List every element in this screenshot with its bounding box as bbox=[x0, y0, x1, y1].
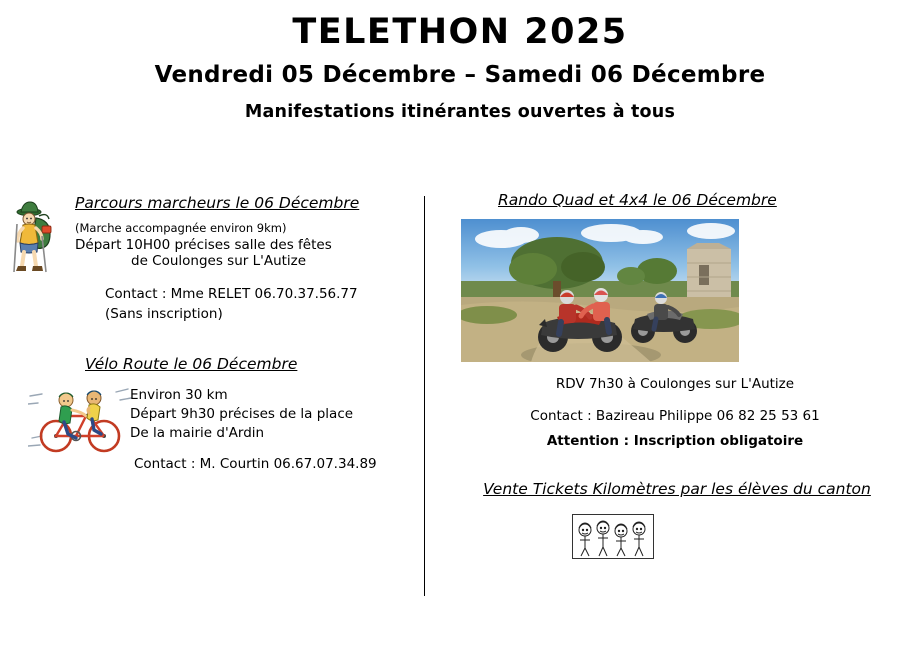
walkers-line2: Départ 10H00 précises salle des fêtes bbox=[75, 237, 332, 253]
walkers-details bbox=[75, 221, 405, 322]
bike-line1: Environ 30 km bbox=[130, 387, 228, 403]
quad-warning: Attention : Inscription obligatoire bbox=[546, 433, 804, 449]
hiker-icon bbox=[6, 192, 68, 282]
walkers-line1: (Marche accompagnée environ 9km) bbox=[75, 221, 287, 235]
column-divider bbox=[424, 196, 425, 596]
bike-line2: Départ 9h30 précises de la place bbox=[130, 406, 354, 422]
page-subsubtitle: Manifestations itinérantes ouvertes à tous bbox=[244, 102, 676, 123]
quad-line1: RDV 7h30 à Coulonges sur L'Autize bbox=[555, 376, 795, 392]
quad-heading: Rando Quad et 4x4 le 06 Décembre bbox=[498, 191, 777, 209]
children-drawing-icon bbox=[572, 514, 654, 559]
walkers-note: (Sans inscription) bbox=[105, 306, 223, 322]
cyclists-icon bbox=[28, 378, 132, 460]
tickets-heading: Vente Tickets Kilomètres par les élèves du canton bbox=[483, 480, 871, 498]
quad-riders-photo bbox=[461, 219, 739, 362]
bike-contact: Contact : M. Courtin 06.67.07.34.89 bbox=[134, 456, 377, 472]
poster-header bbox=[0, 0, 920, 122]
walkers-contact: Contact : Mme RELET 06.70.37.56.77 bbox=[105, 286, 358, 302]
bike-line3: De la mairie d'Ardin bbox=[130, 425, 265, 441]
quad-contact: Contact : Bazireau Philippe 06 82 25 53 61 bbox=[530, 408, 820, 424]
page-title: TELETHON 2025 bbox=[292, 12, 628, 52]
quad-details bbox=[440, 376, 910, 449]
bike-details bbox=[130, 387, 420, 472]
page-subtitle: Vendredi 05 Décembre – Samedi 06 Décembre bbox=[154, 62, 766, 89]
walkers-heading: Parcours marcheurs le 06 Décembre bbox=[75, 194, 360, 212]
bike-heading: Vélo Route le 06 Décembre bbox=[85, 355, 298, 373]
walkers-line3: de Coulonges sur L'Autize bbox=[131, 253, 307, 269]
